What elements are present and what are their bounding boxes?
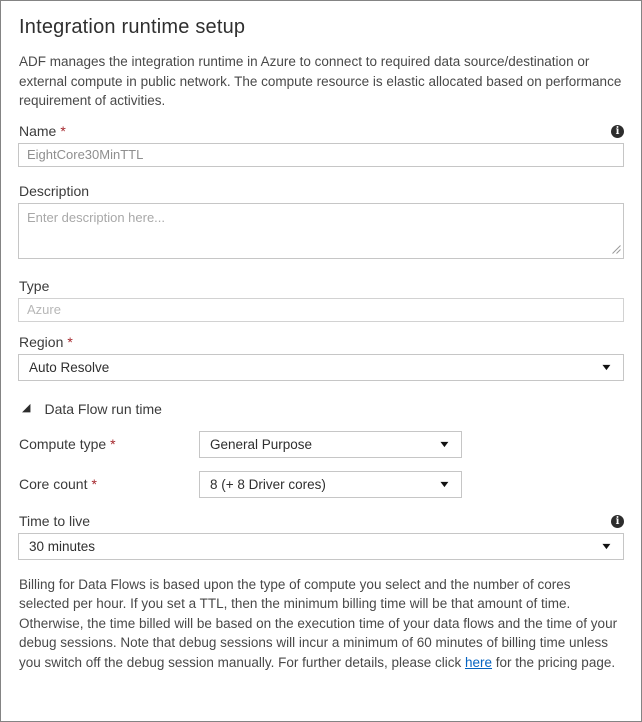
name-input[interactable] xyxy=(18,143,624,167)
core-count-dropdown-value: 8 (+ 8 Driver cores) xyxy=(210,476,326,492)
info-icon[interactable]: i xyxy=(611,515,624,528)
billing-text-before-link: Billing for Data Flows is based upon the type of compute you select and the number of cores selected per hour. If you set a TTL, then the minimum billing time will be that amount of time. Otherwise, the time billed will be based on the execution time of your data flows and the time of your debug sessions. Note that debug sessions will incur a minimum of 60 minutes of billing time unless you switch off the debug session manually. For further details, please click xyxy=(19,576,618,670)
time-to-live-label: Time to live xyxy=(19,513,91,529)
time-to-live-field xyxy=(18,513,624,560)
required-asterisk: * xyxy=(60,123,66,139)
billing-note xyxy=(19,575,624,673)
type-input xyxy=(18,298,624,322)
page-title: Integration runtime setup xyxy=(19,16,246,38)
billing-text-after-link: for the pricing page. xyxy=(492,654,616,670)
name-field xyxy=(18,123,624,167)
compute-type-field xyxy=(19,431,624,458)
intro-text: ADF manages the integration runtime in Azure to connect to required data source/destination or external compute in public network. The compute resource is elastic allocated based on performance requirement of activities. xyxy=(19,54,622,108)
resize-handle-icon[interactable] xyxy=(612,245,621,254)
core-count-field xyxy=(19,471,624,498)
region-field xyxy=(18,334,624,381)
region-dropdown[interactable] xyxy=(18,354,624,381)
description-label: Description xyxy=(19,183,90,199)
dropdown-caret-icon: ▼ xyxy=(437,439,452,449)
data-flow-runtime-section-label: Data Flow run time xyxy=(44,400,162,417)
compute-type-dropdown-value: General Purpose xyxy=(210,436,313,452)
dropdown-caret-icon: ▼ xyxy=(437,479,452,489)
type-label: Type xyxy=(19,278,50,294)
type-field xyxy=(18,278,624,322)
required-asterisk: * xyxy=(110,436,116,452)
description-textarea[interactable] xyxy=(18,203,624,259)
region-dropdown-value: Auto Resolve xyxy=(29,359,110,375)
core-count-dropdown[interactable] xyxy=(199,471,462,498)
data-flow-runtime-section-toggle[interactable] xyxy=(22,400,624,418)
section-expander-icon: ◢ xyxy=(22,402,31,414)
dropdown-caret-icon: ▼ xyxy=(599,362,614,372)
name-label: Name xyxy=(19,123,57,139)
dropdown-caret-icon: ▼ xyxy=(599,541,614,551)
pricing-page-link[interactable]: here xyxy=(464,654,493,670)
required-asterisk: * xyxy=(91,476,97,492)
info-icon[interactable]: i xyxy=(611,125,624,138)
time-to-live-dropdown[interactable] xyxy=(18,533,624,560)
description-field xyxy=(18,183,624,259)
region-label: Region xyxy=(19,334,64,350)
compute-type-dropdown[interactable] xyxy=(199,431,462,458)
time-to-live-dropdown-value: 30 minutes xyxy=(29,538,96,554)
core-count-label: Core count xyxy=(19,476,88,492)
compute-type-label: Compute type xyxy=(19,436,107,452)
required-asterisk: * xyxy=(67,334,73,350)
